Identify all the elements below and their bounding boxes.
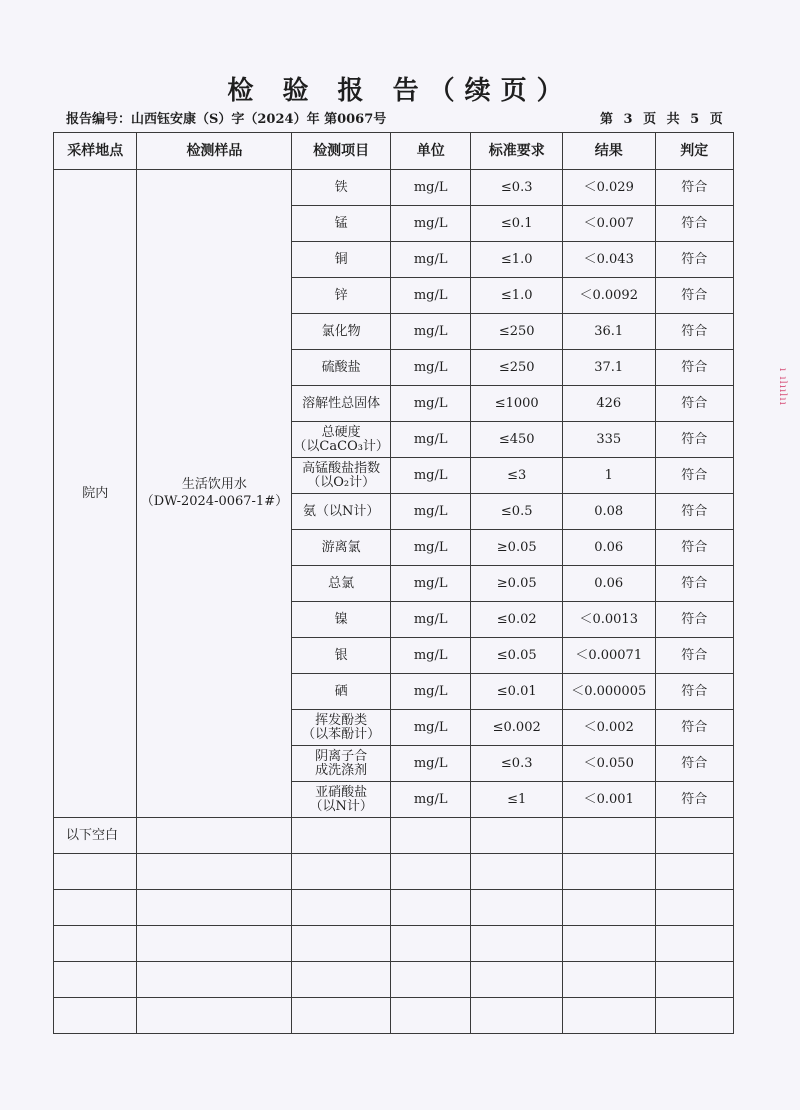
empty-cell	[390, 818, 470, 854]
empty-cell	[292, 854, 391, 890]
standard-cell: ≤250	[471, 350, 563, 386]
test-item	[292, 782, 391, 818]
test-item-name: 硫酸盐	[321, 359, 361, 375]
judgement-cell: 符合	[655, 278, 734, 314]
unit-cell: mg/L	[390, 350, 470, 386]
empty-row	[54, 890, 734, 926]
empty-cell	[390, 962, 470, 998]
result-cell: ＜0.000005	[562, 674, 655, 710]
test-item-note: （以O₂计）	[307, 474, 376, 490]
test-item-name: 镍	[334, 611, 348, 627]
empty-cell	[655, 998, 734, 1034]
empty-cell	[655, 854, 734, 890]
unit-cell: mg/L	[390, 674, 470, 710]
standard-cell: ≤0.1	[471, 206, 563, 242]
empty-row	[54, 854, 734, 890]
judgement-cell: 符合	[655, 674, 734, 710]
empty-cell	[471, 926, 563, 962]
standard-cell: ≤1.0	[471, 242, 563, 278]
result-cell: ＜0.002	[562, 710, 655, 746]
test-item-name: 总氯	[328, 575, 355, 591]
standard-cell: ≤0.05	[471, 638, 563, 674]
test-item	[292, 530, 391, 566]
unit-cell: mg/L	[390, 602, 470, 638]
margin-stamp-mark: ı ılıılıı	[777, 368, 788, 406]
result-cell: ＜0.001	[562, 782, 655, 818]
empty-cell	[137, 926, 292, 962]
judgement-cell: 符合	[655, 422, 734, 458]
empty-cell	[655, 926, 734, 962]
test-item-name: 硒	[334, 683, 348, 699]
result-cell: 37.1	[562, 350, 655, 386]
result-cell: ＜0.043	[562, 242, 655, 278]
empty-cell	[137, 890, 292, 926]
result-cell: 426	[562, 386, 655, 422]
empty-cell	[390, 890, 470, 926]
test-item	[292, 602, 391, 638]
col-header-item: 检测项目	[292, 133, 391, 170]
unit-cell: mg/L	[390, 242, 470, 278]
standard-cell: ≤0.002	[471, 710, 563, 746]
standard-cell: ≥0.05	[471, 530, 563, 566]
empty-cell	[137, 854, 292, 890]
result-cell: ＜0.00071	[562, 638, 655, 674]
unit-cell: mg/L	[390, 746, 470, 782]
empty-row	[54, 926, 734, 962]
unit-cell: mg/L	[390, 278, 470, 314]
judgement-cell: 符合	[655, 314, 734, 350]
standard-cell: ≤0.3	[471, 746, 563, 782]
judgement-cell: 符合	[655, 530, 734, 566]
judgement-cell: 符合	[655, 386, 734, 422]
empty-cell	[562, 854, 655, 890]
unit-cell: mg/L	[390, 206, 470, 242]
test-item	[292, 206, 391, 242]
judgement-cell: 符合	[655, 746, 734, 782]
empty-cell	[54, 890, 137, 926]
empty-cell	[471, 818, 563, 854]
result-cell: 0.08	[562, 494, 655, 530]
result-cell: ＜0.0092	[562, 278, 655, 314]
table-row	[54, 170, 734, 206]
result-cell: ＜0.007	[562, 206, 655, 242]
empty-cell	[390, 926, 470, 962]
test-item	[292, 350, 391, 386]
judgement-cell: 符合	[655, 206, 734, 242]
standard-cell: ≤3	[471, 458, 563, 494]
test-item-name: 银	[334, 647, 348, 663]
test-item	[292, 422, 391, 458]
standard-cell: ≤1000	[471, 386, 563, 422]
unit-cell: mg/L	[390, 710, 470, 746]
empty-cell	[562, 890, 655, 926]
empty-cell	[562, 998, 655, 1034]
judgement-cell: 符合	[655, 494, 734, 530]
test-item	[292, 494, 391, 530]
test-item	[292, 674, 391, 710]
test-item-name: 总硬度	[321, 424, 361, 440]
judgement-cell: 符合	[655, 602, 734, 638]
test-item	[292, 278, 391, 314]
unit-cell: mg/L	[390, 386, 470, 422]
unit-cell: mg/L	[390, 170, 470, 206]
test-item-name: 锰	[334, 215, 348, 231]
page-info: 第 3 页 共 5 页	[600, 112, 726, 127]
empty-cell	[655, 818, 734, 854]
result-cell: ＜0.0013	[562, 602, 655, 638]
table-header-row	[54, 133, 734, 170]
empty-cell	[471, 854, 563, 890]
test-item-name: 氯化物	[321, 323, 361, 339]
sample-name: 生活饮用水	[181, 477, 247, 492]
judgement-cell: 符合	[655, 350, 734, 386]
empty-cell	[655, 890, 734, 926]
standard-cell: ≤1	[471, 782, 563, 818]
empty-cell	[54, 998, 137, 1034]
unit-cell: mg/L	[390, 494, 470, 530]
standard-cell: ≤450	[471, 422, 563, 458]
standard-cell: ≤0.01	[471, 674, 563, 710]
empty-cell	[292, 926, 391, 962]
test-item	[292, 314, 391, 350]
col-header-judgement: 判定	[655, 133, 734, 170]
standard-cell: ≤0.5	[471, 494, 563, 530]
empty-cell	[562, 818, 655, 854]
test-item	[292, 386, 391, 422]
blank-note: 以下空白	[54, 818, 137, 854]
test-item-name: 高锰酸盐指数	[302, 460, 381, 476]
test-item	[292, 170, 391, 206]
empty-cell	[390, 854, 470, 890]
empty-row	[54, 998, 734, 1034]
judgement-cell: 符合	[655, 170, 734, 206]
empty-cell	[562, 926, 655, 962]
test-item-name: 锌	[334, 287, 348, 303]
unit-cell: mg/L	[390, 422, 470, 458]
test-item-note: （以CaCO₃计）	[293, 438, 389, 454]
test-item-name: 氨（以N计）	[302, 503, 380, 519]
judgement-cell: 符合	[655, 782, 734, 818]
sample-cell	[137, 170, 292, 818]
col-header-location: 采样地点	[54, 133, 137, 170]
test-item-name: 铜	[334, 251, 348, 267]
test-item-note: （以N计）	[309, 798, 373, 814]
standard-cell: ≤0.02	[471, 602, 563, 638]
standard-cell: ≤0.3	[471, 170, 563, 206]
test-item	[292, 458, 391, 494]
table-row	[54, 818, 734, 854]
result-cell: ＜0.029	[562, 170, 655, 206]
unit-cell: mg/L	[390, 458, 470, 494]
unit-cell: mg/L	[390, 530, 470, 566]
test-item	[292, 638, 391, 674]
result-cell: 0.06	[562, 566, 655, 602]
judgement-cell: 符合	[655, 242, 734, 278]
test-item-name: 阴离子合	[315, 748, 368, 764]
test-item-name: 溶解性总固体	[302, 395, 381, 411]
empty-cell	[655, 962, 734, 998]
unit-cell: mg/L	[390, 314, 470, 350]
col-header-standard: 标准要求	[471, 133, 563, 170]
result-cell: 335	[562, 422, 655, 458]
unit-cell: mg/L	[390, 566, 470, 602]
sample-id: （DW-2024-0067-1#）	[140, 494, 289, 509]
report-number: 报告编号：山西钰安康（S）字（2024）年 第0067号	[66, 112, 387, 127]
unit-cell: mg/L	[390, 782, 470, 818]
empty-cell	[137, 998, 292, 1034]
col-header-result: 结果	[562, 133, 655, 170]
test-item	[292, 566, 391, 602]
test-item-note: 成洗涤剂	[315, 762, 368, 778]
sampling-location: 院内	[54, 170, 137, 818]
empty-cell	[390, 998, 470, 1034]
empty-cell	[562, 962, 655, 998]
results-table	[53, 132, 734, 1034]
empty-cell	[137, 818, 292, 854]
test-item	[292, 746, 391, 782]
unit-cell: mg/L	[390, 638, 470, 674]
empty-cell	[292, 998, 391, 1034]
empty-cell	[292, 818, 391, 854]
judgement-cell: 符合	[655, 458, 734, 494]
test-item-name: 挥发酚类	[315, 712, 368, 728]
standard-cell: ≤250	[471, 314, 563, 350]
empty-cell	[54, 962, 137, 998]
col-header-unit: 单位	[390, 133, 470, 170]
judgement-cell: 符合	[655, 566, 734, 602]
empty-cell	[54, 926, 137, 962]
report-title: 检 验 报 告（续页）	[227, 76, 573, 106]
result-cell: 1	[562, 458, 655, 494]
test-item-note: （以苯酚计）	[302, 726, 381, 742]
result-cell: ＜0.050	[562, 746, 655, 782]
test-item-name: 亚硝酸盐	[315, 784, 368, 800]
empty-cell	[471, 890, 563, 926]
empty-cell	[137, 962, 292, 998]
standard-cell: ≥0.05	[471, 566, 563, 602]
test-item-name: 铁	[334, 179, 348, 195]
col-header-sample: 检测样品	[137, 133, 292, 170]
empty-cell	[471, 998, 563, 1034]
judgement-cell: 符合	[655, 710, 734, 746]
empty-row	[54, 962, 734, 998]
test-item	[292, 242, 391, 278]
test-item	[292, 710, 391, 746]
judgement-cell: 符合	[655, 638, 734, 674]
empty-cell	[292, 890, 391, 926]
empty-cell	[292, 962, 391, 998]
test-item-name: 游离氯	[321, 539, 361, 555]
standard-cell: ≤1.0	[471, 278, 563, 314]
result-cell: 0.06	[562, 530, 655, 566]
empty-cell	[54, 854, 137, 890]
result-cell: 36.1	[562, 314, 655, 350]
empty-cell	[471, 962, 563, 998]
